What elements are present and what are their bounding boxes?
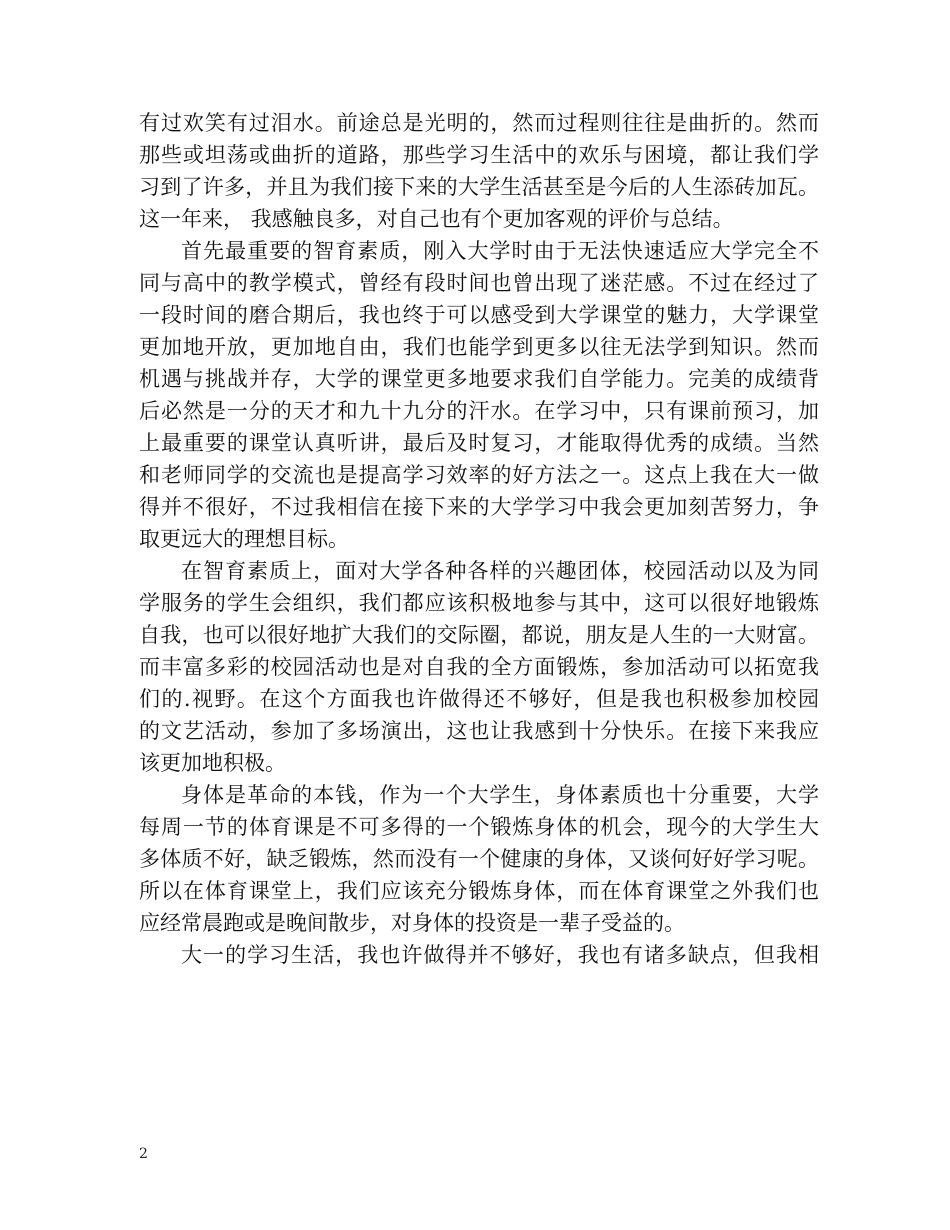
- text-line: 而丰富多彩的校园活动也是对自我的全方面锻炼，参加活动可以拓宽我: [139, 655, 819, 679]
- paragraph: [139, 939, 819, 971]
- text-line: 同与高中的教学模式，曾经有段时间也曾出现了迷茫感。不过在经过了: [139, 271, 819, 295]
- text-line: 那些或坦荡或曲折的道路，那些学习生活中的欢乐与困境，都让我们学: [139, 143, 819, 167]
- text-line: 大一的学习生活，我也许做得并不够好，我也有诸多缺点，但我相: [181, 943, 819, 967]
- text-line: 自我，也可以很好地扩大我们的交际圈，都说，朋友是人生的一大财富。: [139, 623, 819, 647]
- text-line: 的文艺活动，参加了多场演出，这也让我感到十分快乐。在接下来我应: [139, 719, 819, 743]
- text-line: 习到了许多，并且为我们接下来的大学生活甚至是今后的人生添砖加瓦。: [139, 175, 819, 199]
- text-line: 有过欢笑有过泪水。前途总是光明的，然而过程则往往是曲折的。然而: [139, 111, 819, 135]
- text-line: 和老师同学的交流也是提高学习效率的好方法之一。这点上我在大一做: [139, 463, 819, 487]
- text-line: 在智育素质上，面对大学各种各样的兴趣团体，校园活动以及为同: [181, 559, 819, 583]
- text-line: 首先最重要的智育素质，刚入大学时由于无法快速适应大学完全不: [181, 239, 819, 263]
- paragraph: [139, 555, 819, 779]
- page-number: 2: [139, 1146, 148, 1162]
- text-line: 学服务的学生会组织，我们都应该积极地参与其中，这可以很好地锻炼: [139, 591, 819, 615]
- text-line: 应经常晨跑或是晚间散步，对身体的投资是一辈子受益的。: [139, 911, 685, 935]
- text-line: 所以在体育课堂上，我们应该充分锻炼身体，而在体育课堂之外我们也: [139, 879, 819, 903]
- text-line: 取更远大的理想目标。: [139, 527, 349, 551]
- text-line: 机遇与挑战并存，大学的课堂更多地要求我们自学能力。完美的成绩背: [139, 367, 819, 391]
- paragraph: [139, 107, 819, 235]
- text-line: 每周一节的体育课是不可多得的一个锻炼身体的机会，现今的大学生大: [139, 815, 819, 839]
- text-line: 得并不很好，不过我相信在接下来的大学学习中我会更加刻苦努力，争: [139, 495, 819, 519]
- paragraph: [139, 235, 819, 555]
- text-line: 后必然是一分的天才和九十九分的汗水。在学习中，只有课前预习，加: [139, 399, 819, 423]
- paragraph: [139, 779, 819, 939]
- document-body: [139, 107, 819, 971]
- text-line: 上最重要的课堂认真听讲，最后及时复习，才能取得优秀的成绩。当然: [139, 431, 819, 455]
- text-line: 多体质不好，缺乏锻炼，然而没有一个健康的身体，又谈何好好学习呢。: [139, 847, 819, 871]
- text-line: 这一年来， 我感触良多，对自己也有个更加客观的评价与总结。: [139, 207, 734, 231]
- text-line: 一段时间的磨合期后，我也终于可以感受到大学课堂的魅力，大学课堂: [139, 303, 819, 327]
- text-line: 身体是革命的本钱，作为一个大学生，身体素质也十分重要，大学: [181, 783, 819, 807]
- text-line: 更加地开放，更加地自由，我们也能学到更多以往无法学到知识。然而: [139, 335, 819, 359]
- text-line: 们的.视野。在这个方面我也许做得还不够好，但是我也积极参加校园: [139, 687, 819, 711]
- text-line: 该更加地积极。: [139, 751, 286, 775]
